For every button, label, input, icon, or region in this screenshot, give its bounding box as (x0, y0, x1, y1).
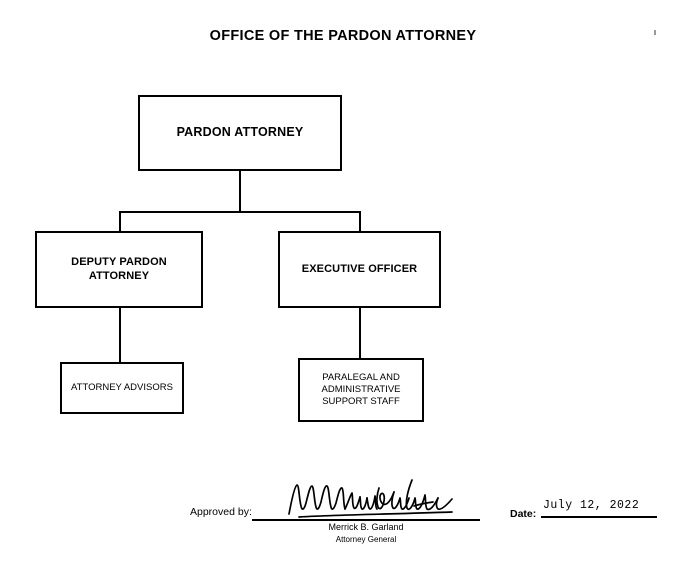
connector-root-stem (239, 171, 241, 213)
signer-name: Merrick B. Garland (328, 522, 404, 532)
connector-to-deputy (119, 211, 121, 232)
org-node-attorney-advisors[interactable] (60, 362, 184, 414)
org-node-label: PARALEGAL AND ADMINISTRATIVE SUPPORT STAFF (321, 372, 401, 407)
connector-deputy-to-advisors (119, 308, 121, 362)
org-node-paralegal-and-administrative-support-staff[interactable] (298, 358, 424, 422)
page-title: OFFICE OF THE PARDON ATTORNEY (209, 28, 477, 44)
approved-by-label: Approved by: (190, 506, 252, 518)
org-node-label: DEPUTY PARDON ATTORNEY (71, 255, 167, 282)
scan-artifact (654, 30, 656, 35)
handwritten-signature-icon (286, 476, 456, 522)
org-node-pardon-attorney[interactable] (138, 95, 342, 171)
date-label: Date: (510, 508, 537, 520)
connector-executive-to-support-staff (359, 308, 361, 359)
org-node-deputy-pardon-attorney[interactable] (35, 231, 203, 308)
org-node-label: ATTORNEY ADVISORS (71, 382, 173, 394)
date-line (541, 516, 657, 518)
signer-role: Attorney General (335, 535, 397, 544)
org-node-label: PARDON ATTORNEY (176, 125, 304, 140)
org-node-executive-officer[interactable] (278, 231, 441, 308)
date-value: July 12, 2022 (543, 499, 640, 512)
connector-to-executive-officer (359, 211, 361, 232)
connector-root-bus (119, 211, 361, 213)
org-node-label: EXECUTIVE OFFICER (301, 262, 418, 275)
